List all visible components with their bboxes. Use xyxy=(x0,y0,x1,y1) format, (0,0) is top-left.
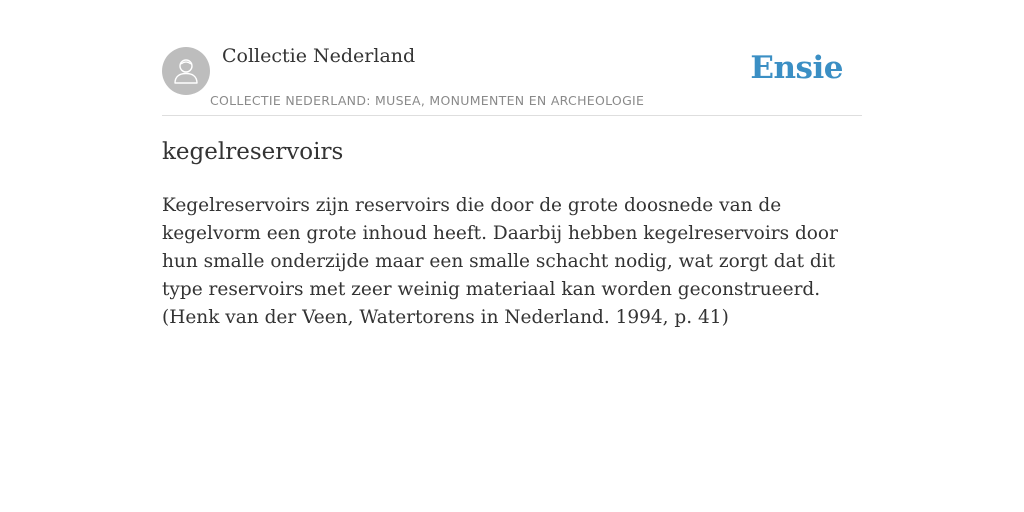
article-title: kegelreservoirs xyxy=(162,139,344,165)
article-body: Kegelreservoirs zijn reservoirs die door de grote doosnede van de kegelvorm een grote inhoud heeft. Daarbij hebben kegelreservoirs door hun smalle onderzijde maar een smalle schacht nodig, wat zorgt dat dit type reservoirs met zeer weinig materiaal kan worden geconstrueerd. (Henk van der Veen, Watertorens in Nederland. 1994, p. 41) xyxy=(162,195,838,328)
ensie-logo[interactable]: Ensie xyxy=(750,50,843,86)
user-icon xyxy=(171,56,201,86)
author-name-link[interactable]: Collectie Nederland xyxy=(222,45,416,67)
collection-name-link[interactable]: COLLECTIE NEDERLAND: MUSEA, MONUMENTEN EN ARCHEOLOGIE xyxy=(210,93,645,108)
header xyxy=(162,0,862,116)
avatar[interactable] xyxy=(162,47,210,95)
content-container xyxy=(162,0,862,328)
